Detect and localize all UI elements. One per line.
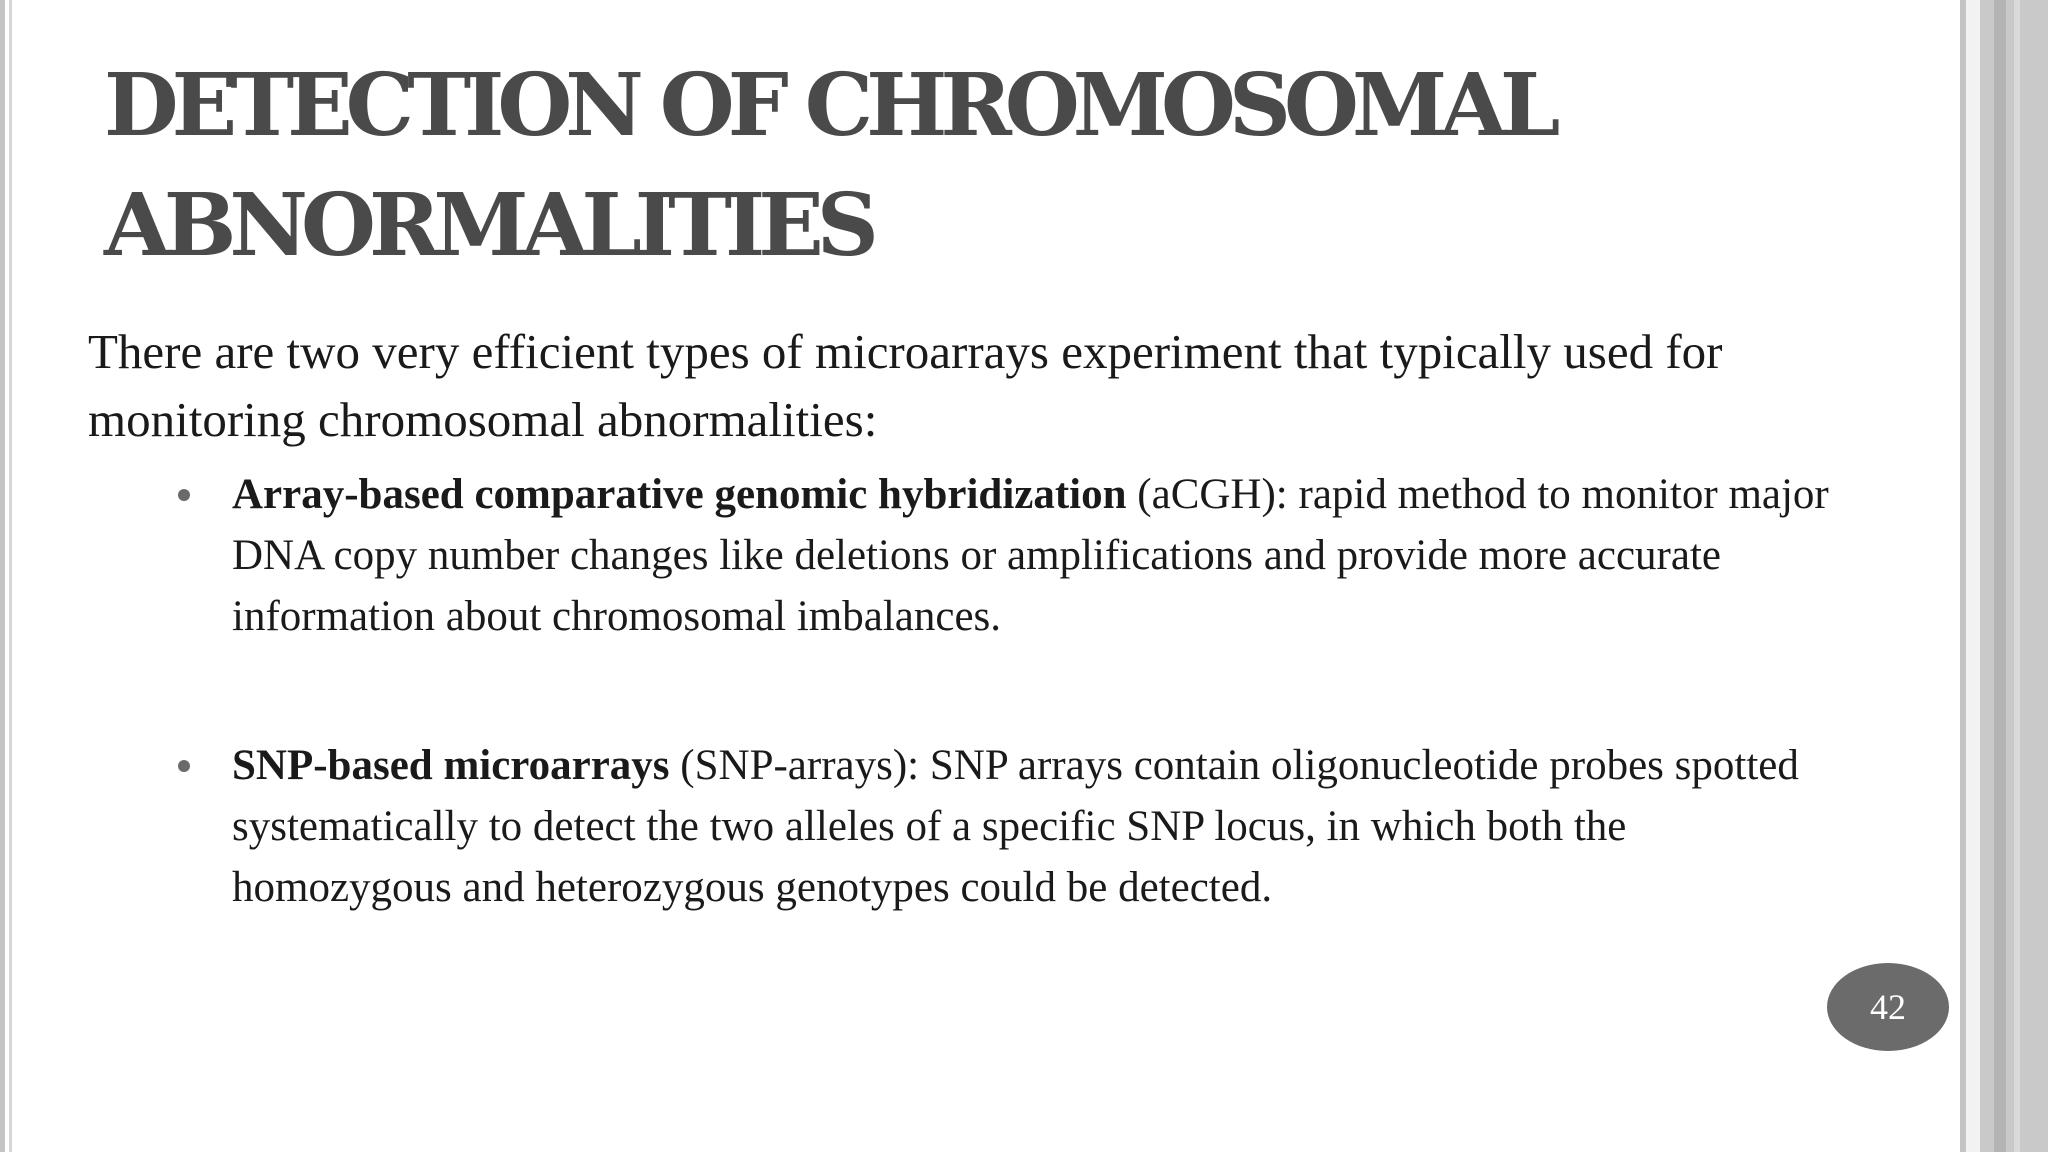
bullet-item-acgh bbox=[0, 464, 1832, 647]
bullet-item-snp bbox=[0, 735, 1832, 918]
right-frame-bar-highlight bbox=[2014, 0, 2020, 1152]
bullet-dot-icon bbox=[178, 489, 190, 501]
intro-paragraph: There are two very efficient types of microarrays experiment that typically used for monitoring chromosomal abnormalities: bbox=[88, 324, 1723, 447]
right-frame-gap bbox=[1966, 0, 1980, 1152]
bullet-text: (aCGH): rapid method to monitor major DNA copy number changes like deletions or amplifications and provide more accurate information about chromosomal imbalances. bbox=[232, 471, 1829, 640]
page-number-badge: 42 bbox=[1827, 963, 1949, 1051]
bullet-text: (SNP-arrays): SNP arrays contain oligonucleotide probes spotted systematically to detect the two alleles of a specific SNP locus, in which both the homozygous and heterozygous genotypes could be detected. bbox=[232, 742, 1799, 911]
bullet-term: Array-based comparative genomic hybridization bbox=[232, 471, 1127, 518]
bullet-list bbox=[0, 464, 1900, 918]
slide-title: DETECTION OF CHROMOSOMAL ABNORMALITIES bbox=[104, 55, 1554, 276]
bullet-dot-icon bbox=[178, 760, 190, 772]
bullet-term: SNP-based microarrays bbox=[232, 742, 670, 789]
right-frame-bar-stripe bbox=[1994, 0, 2006, 1152]
